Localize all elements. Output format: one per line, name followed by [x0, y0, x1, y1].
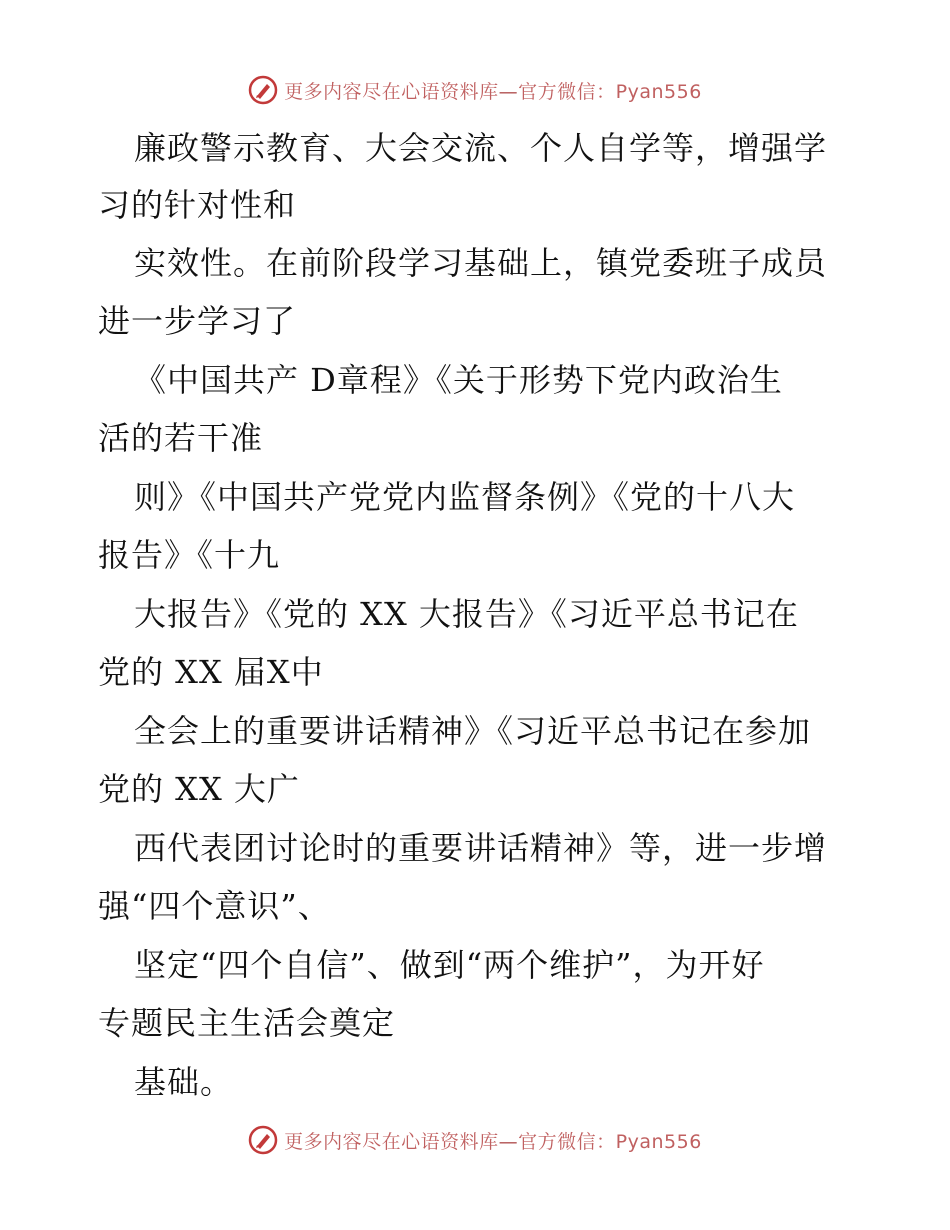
text-line: 基础。 [134, 1063, 234, 1101]
text-line: 大报告》《党的 XX 大报告》《习近平总书记在 [134, 595, 799, 633]
text-line: 党的 XX 届X中 [98, 653, 324, 691]
text-line: 进一步学习了 [98, 302, 297, 340]
footer-watermark [0, 1122, 950, 1158]
text-line: 报告》《十九 [98, 536, 281, 574]
watermark-text: 更多内容尽在心语资料库—官方微信：Pyan556 [284, 1130, 702, 1153]
watermark-text: 更多内容尽在心语资料库—官方微信：Pyan556 [284, 80, 702, 103]
text-line: 习的针对性和 [98, 186, 297, 224]
text-line: 实效性。在前阶段学习基础上，镇党委班子成员 [134, 244, 828, 282]
text-line: 党的 XX 大广 [98, 770, 300, 808]
text-line: 廉政警示教育、大会交流、个人自学等，增强学 [134, 129, 828, 167]
text-line: 活的若干准 [98, 419, 264, 457]
text-line: 西代表团讨论时的重要讲话精神》等，进一步增 [134, 829, 828, 867]
text-line: 《中国共产 D章程》《关于形势下党内政治生 [134, 361, 783, 399]
pen-nib-logo-icon [248, 1125, 278, 1155]
text-line: 专题民主生活会奠定 [98, 1004, 396, 1042]
text-line: 全会上的重要讲话精神》《习近平总书记在参加 [134, 712, 812, 750]
text-line: 则》《中国共产党党内监督条例》《党的十八大 [134, 478, 796, 516]
text-line: 强“四个意识”、 [98, 887, 331, 925]
text-line: 坚定“四个自信”、做到“两个维护”，为开好 [134, 946, 765, 984]
